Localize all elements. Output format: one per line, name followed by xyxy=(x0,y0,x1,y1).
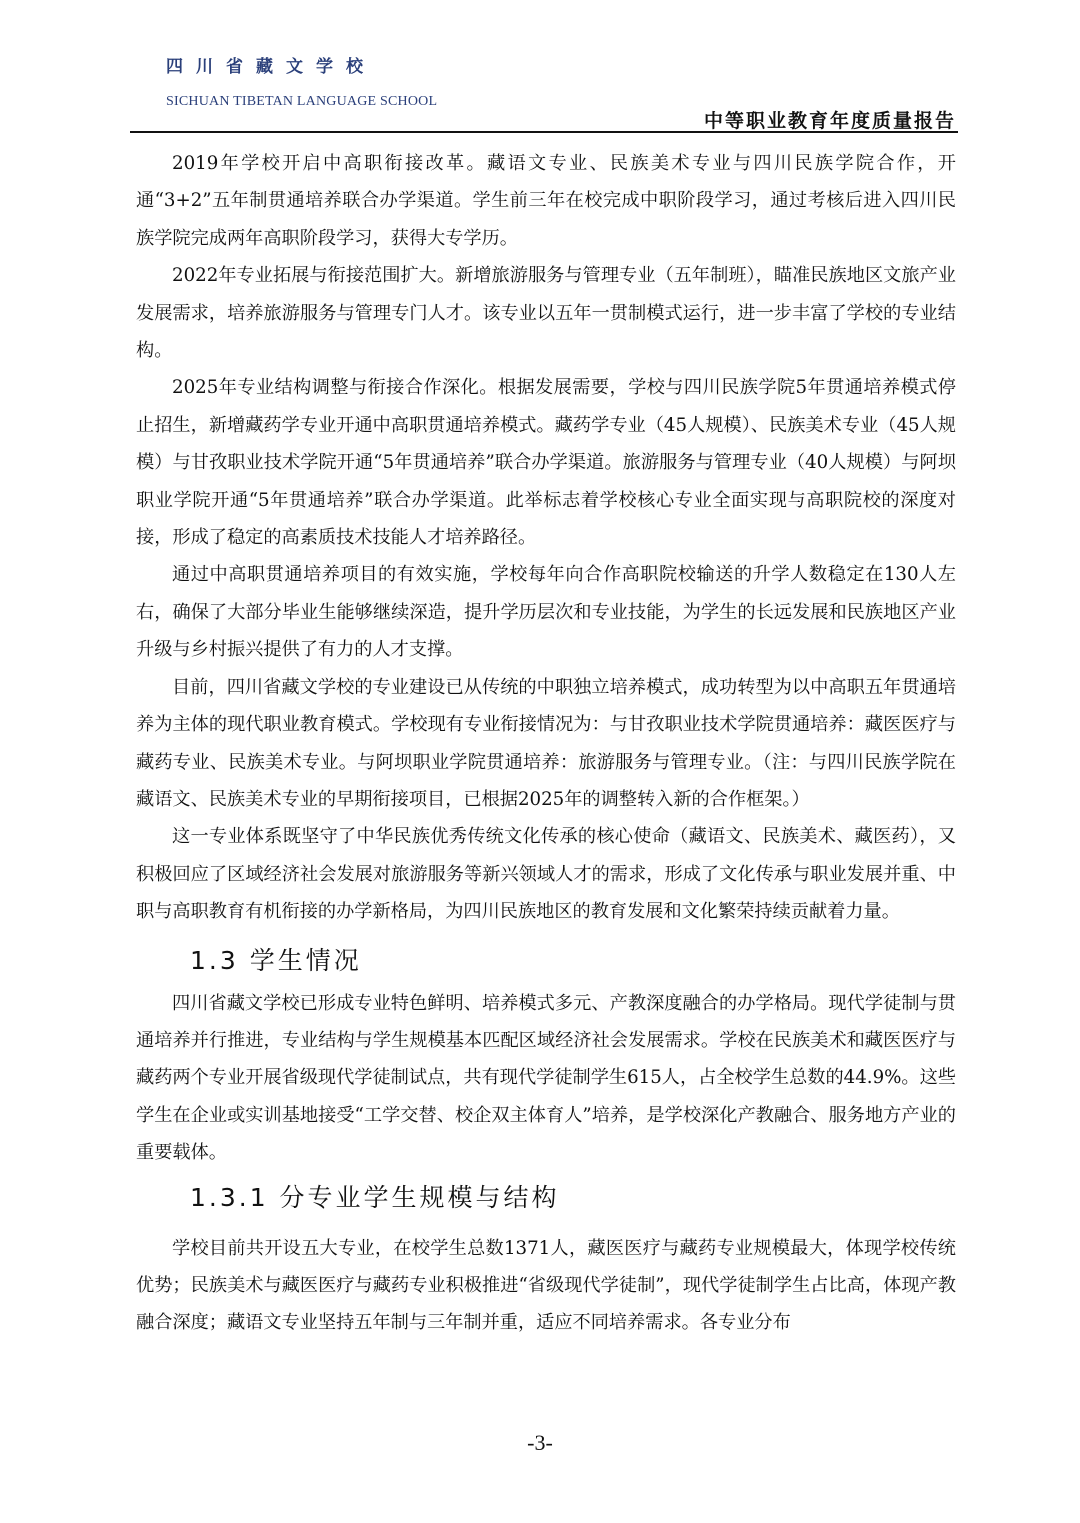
paragraph-student-situation: 四川省藏文学校已形成专业特色鲜明、培养模式多元、产教深度融合的办学格局。现代学徒制与贯通培养并行推进，专业结构与学生规模基本匹配区域经济社会发展需求。学校在民族美术和藏医医疗与藏药两个专业开展省级现代学徒制试点，共有现代学徒制学生615人，占全校学生总数的44.9%。这些学生在企业或实训基地接受“工学交替、校企双主体育人”培养，是学校深化产教融合、服务地方产业的重要载体。 xyxy=(136,992,956,1164)
paragraph-major-scale: 学校目前共开设五大专业，在校学生总数1371人，藏医医疗与藏药专业规模最大，体现学校传统优势；民族美术与藏医医疗与藏药专业积极推进“省级现代学徒制”，现代学徒制学生占比高，体现产教融合深度；藏语文专业坚持五年制与三年制并重，适应不同培养需求。各专业分布 xyxy=(136,1237,956,1334)
section-heading-1-3-1: 1.3.1 分专业学生规模与结构 xyxy=(190,1182,560,1212)
header-divider xyxy=(130,131,958,133)
school-name-en: SICHUAN TIBETAN LANGUAGE SCHOOL xyxy=(166,94,438,109)
section-heading-1-3: 1.3 学生情况 xyxy=(190,945,362,975)
paragraph-2022: 2022年专业拓展与衔接范围扩大。新增旅游服务与管理专业（五年制班），瞄准民族地区文旅产业发展需求，培养旅游服务与管理专门人才。该专业以五年一贯制模式运行，进一步丰富了学校的专业结构。 xyxy=(136,265,956,362)
paragraph-current-status: 目前，四川省藏文学校的专业建设已从传统的中职独立培养模式，成功转型为以中高职五年贯通培养为主体的现代职业教育模式。学校现有专业衔接情况为：与甘孜职业技术学院贯通培养：藏医医疗与藏药专业、民族美术专业。与阿坝职业学院贯通培养：旅游服务与管理专业。（注：与四川民族学院在藏语文、民族美术专业的早期衔接项目，已根据2025年的调整转入新的合作框架。） xyxy=(136,676,956,810)
report-title: 中等职业教育年度质量报告 xyxy=(703,110,956,132)
paragraph-2025: 2025年专业结构调整与衔接合作深化。根据发展需要，学校与四川民族学院5年贯通培养模式停止招生，新增藏药学专业开通中高职贯通培养模式。藏药学专业（45人规模）、民族美术专业（45人规模）与甘孜职业技术学院开通“5年贯通培养”联合办学渠道。旅游服务与管理专业（40人规模）与阿坝职业学院开通“5年贯通培养”联合办学渠道。此举标志着学校核心专业全面实现与高职院校的深度对接，形成了稳定的高素质技术技能人才培养路径。 xyxy=(136,377,956,549)
page-number: -3- xyxy=(527,1430,553,1455)
paragraph-system-summary: 这一专业体系既坚守了中华民族优秀传统文化传承的核心使命（藏语文、民族美术、藏医药），又积极回应了区域经济社会发展对旅游服务等新兴领域人才的需求，形成了文化传承与职业发展并重、中职与高职教育有机衔接的办学新格局，为四川民族地区的教育发展和文化繁荣持续贡献着力量。 xyxy=(136,826,956,923)
paragraph-enrollment-outcome: 通过中高职贯通培养项目的有效实施，学校每年向合作高职院校输送的升学人数稳定在130人左右，确保了大部分毕业生能够继续深造，提升学历层次和专业技能，为学生的长远发展和民族地区产业升级与乡村振兴提供了有力的人才支撑。 xyxy=(136,564,956,661)
school-name-cn: 四川省藏文学校 xyxy=(166,57,376,77)
page-body xyxy=(136,145,956,1342)
paragraph-2019: 2019年学校开启中高职衔接改革。藏语文专业、民族美术专业与四川民族学院合作，开通“3+2”五年制贯通培养联合办学渠道。学生前三年在校完成中职阶段学习，通过考核后进入四川民族学院完成两年高职阶段学习，获得大专学历。 xyxy=(136,153,956,249)
